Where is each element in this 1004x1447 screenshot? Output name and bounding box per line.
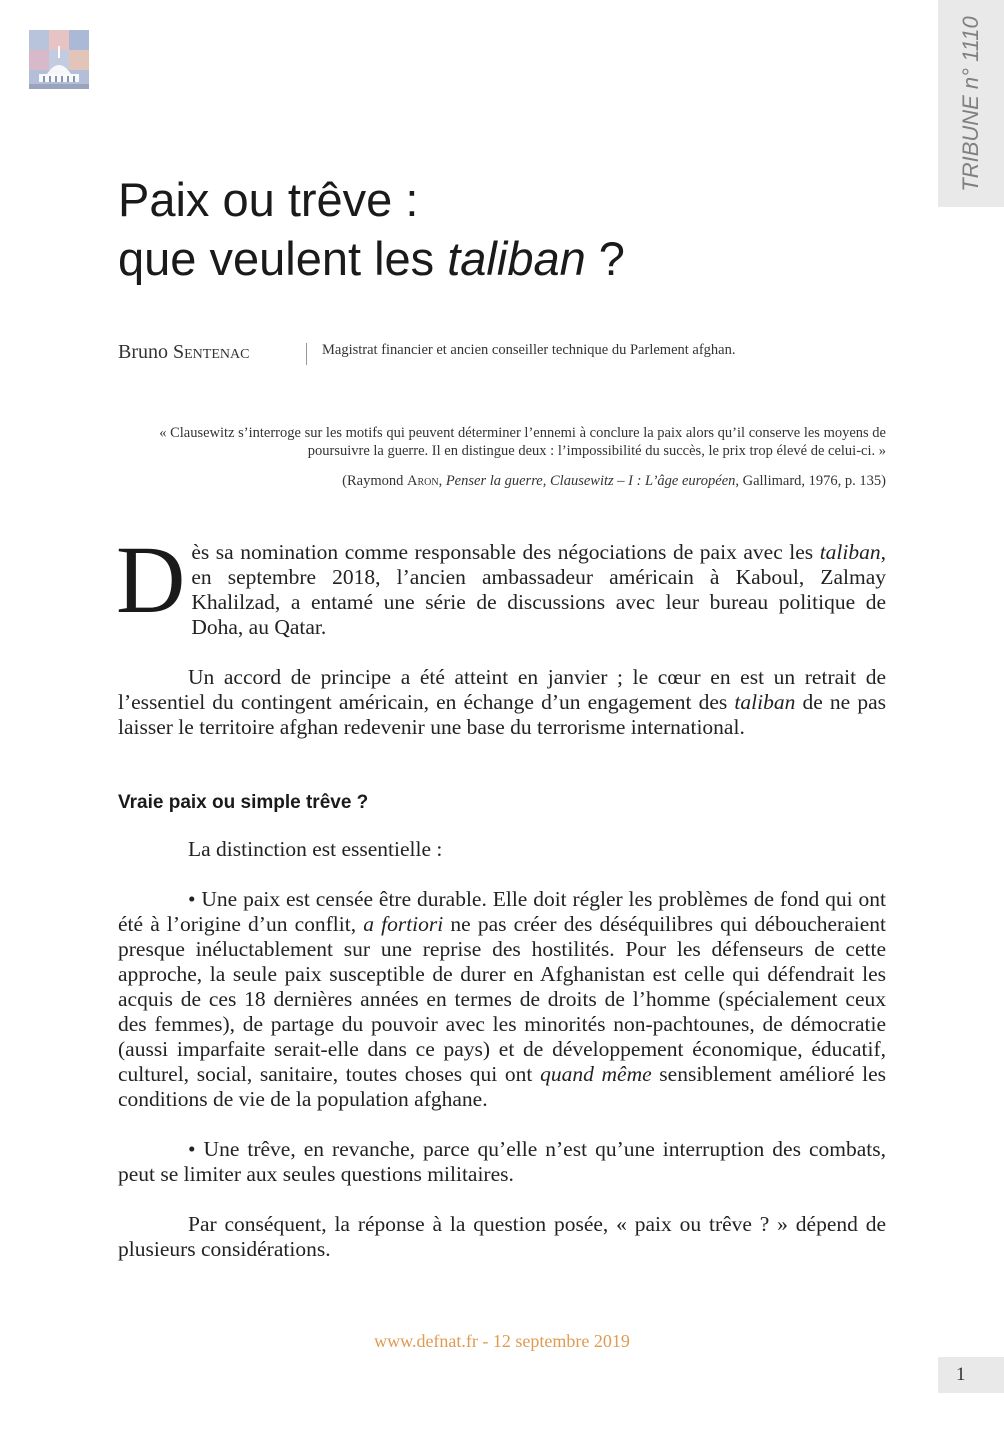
paragraph-1-text-a: ès sa nomination comme responsable des négociations de paix avec les bbox=[191, 540, 820, 564]
epigraph-quote: « Clausewitz s’interroge sur les motifs qui peuvent déterminer l’ennemi à conclure la paix alors qu’il conserve les moyens de poursuivre la guerre. Il en distingue deux : l’impossibilité du succès, le prix trop élevé de celui-ci. » bbox=[159, 425, 886, 459]
paragraph-2-text-a: Un accord de principe a été atteint en janvier ; le cœur en est un retrait de l’essentiel du contingent américain, en échange d’un engagement des bbox=[118, 665, 886, 714]
paragraph-2 bbox=[118, 665, 886, 740]
drop-cap: D bbox=[116, 526, 186, 633]
epigraph-source-author: Aron bbox=[406, 473, 439, 489]
author-last-name: Sentenac bbox=[173, 341, 250, 363]
section-heading: Vraie paix ou simple trêve ? bbox=[118, 792, 369, 813]
paragraph-1-text-c: , en septembre 2018, l’ancien ambassadeur américain à Kaboul, Zalmay Khalilzad, a entamé une série de discussions avec leur bureau politique de Doha, au Qatar. bbox=[191, 540, 886, 639]
paragraph-2-text-c: de ne pas laisser le territoire afghan redevenir une base du terrorisme international. bbox=[118, 690, 886, 739]
title-line-2-italic: taliban bbox=[447, 232, 586, 285]
page-title bbox=[118, 170, 898, 288]
paragraph-6: Par conséquent, la réponse à la question posée, « paix ou trêve ? » dépend de plusieurs considérations. bbox=[118, 1212, 886, 1261]
author-divider bbox=[306, 343, 307, 365]
title-line-2-prefix: que veulent les bbox=[118, 232, 448, 285]
title-line-1: Paix ou trêve : bbox=[118, 173, 419, 226]
author-description: Magistrat financier et ancien conseiller technique du Parlement afghan. bbox=[322, 342, 736, 358]
epigraph-source-title: Penser la guerre, Clausewitz – I : L’âge européen bbox=[445, 473, 736, 489]
epigraph bbox=[150, 424, 886, 490]
page-number-box bbox=[938, 1357, 1004, 1393]
epigraph-source-suffix: , Gallimard, 1976, p. 135) bbox=[735, 473, 886, 489]
title-line-2-suffix: ? bbox=[585, 232, 625, 285]
article-body bbox=[116, 526, 886, 1262]
author-name bbox=[118, 341, 249, 364]
epigraph-source-separator: , bbox=[438, 473, 446, 489]
building-dome-icon bbox=[29, 30, 89, 89]
paragraph-3: La distinction est essentielle : bbox=[188, 837, 443, 861]
paragraph-4 bbox=[118, 887, 886, 1112]
footer-link[interactable]: www.defnat.fr - 12 septembre 2019 bbox=[374, 1331, 630, 1351]
tribune-label: TRIBUNE n° 1110 bbox=[958, 15, 983, 192]
epigraph-source bbox=[150, 472, 886, 490]
paragraph-2-italic: taliban bbox=[734, 690, 796, 714]
page-number: 1 bbox=[956, 1364, 966, 1385]
paragraph-1-italic: taliban bbox=[819, 540, 881, 564]
paragraph-4-italic-2: quand même bbox=[540, 1062, 652, 1086]
paragraph-4-text-a: • Une paix est censée être durable. Elle doit régler les problèmes de fond qui ont été à l’origine d’un conflit, bbox=[118, 887, 886, 936]
paragraph-5: • Une trêve, en revanche, parce qu’elle n’est qu’une interruption des combats, peut se limiter aux seules questions militaires. bbox=[118, 1137, 886, 1186]
logo bbox=[29, 30, 89, 89]
paragraph-1 bbox=[116, 526, 886, 640]
tribune-tab bbox=[938, 0, 1004, 207]
paragraph-4-text-e: sensiblement amélioré les conditions de vie de la population afghane. bbox=[118, 1062, 886, 1111]
author-first-name: Bruno bbox=[118, 341, 173, 363]
epigraph-source-prefix: (Raymond bbox=[342, 473, 407, 489]
paragraph-4-text-c: ne pas créer des déséquilibres qui déboucheraient presque inéluctablement sur une reprise des hostilités. Pour les défenseurs de cette approche, la seule paix susceptible de durer en Afghanistan est celle qui défendrait les acquis de ces 18 dernières années en termes de droits de l’homme (spécialement ceux des femmes), de partage du pouvoir avec les minorités non-pachtounes, de démocratie (aussi imparfaite serait-elle dans ce pays) et de développement économique, éducatif, culturel, social, sanitaire, toutes choses qui ont bbox=[118, 912, 886, 1086]
paragraph-4-italic-1: a fortiori bbox=[363, 912, 444, 936]
